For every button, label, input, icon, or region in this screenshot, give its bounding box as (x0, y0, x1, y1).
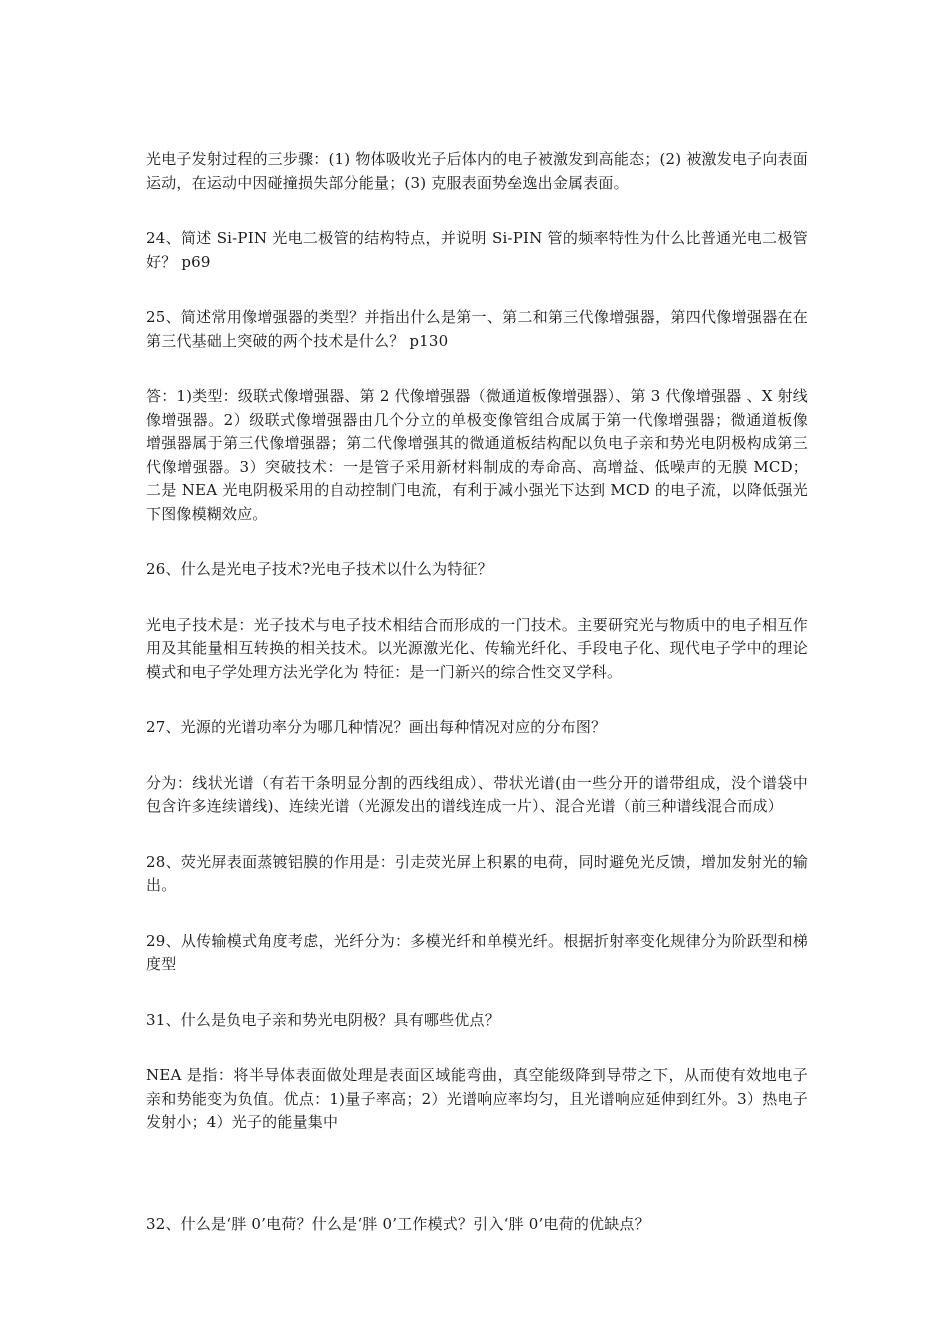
question-26: 26、什么是光电子技术?光电子技术以什么为特征？ (146, 560, 493, 578)
answer-26: 光电子技术是：光子技术与电子技术相结合而形成的一门技术。主要研究光与物质中的电子相互作用及其能量相互转换的相关技术。以光源激光化、传输光纤化、手段电子化、现代电子学中的理论模式和电子学处理方法光学化为 特征：是一门新兴的综合性交叉学科。 (146, 615, 808, 681)
answer-27: 分为：线状光谱（有若干条明显分割的西线组成）、带状光谱(由一些分开的谱带组成，没个谱袋中包含许多连续谱线)、连续光谱（光源发出的谱线连成一片）、混合光谱（前三种谱线混合而成） (146, 773, 808, 815)
question-24: 24、简述 Si-PIN 光电二极管的结构特点，并说明 Si-PIN 管的频率特性为什么比普通光电二极管好？ p69 (146, 229, 808, 271)
paragraph-photoemission-steps: 光电子发射过程的三步骤：(1) 物体吸收光子后体内的电子被激发到高能态；(2) 被激发电子向表面运动，在运动中因碰撞损失部分能量；(3) 克服表面势垒逸出金属表面。 (146, 150, 808, 192)
answer-25: 答：1)类型：级联式像增强器、第 2 代像增强器（微通道板像增强器）、第 3 代像增强器 、X 射线像增强器。2）级联式像增强器由几个分立的单极变像管组合成属于第一代像增强器；微通道板像增强器属于第三代像增强器；第二代像增强其的微通道板结构配以负电子亲和势光电阴极构成第三代像增强器。3）突破技术：一是管子采用新材料制成的寿命高、高增益、低噪声的无膜 MCD；二是 NEA 光电阴极采用的自动控制门电流，有利于减小强光下达到 MCD 的电子流，以降低强光下图像模糊效应。 (146, 387, 808, 523)
statement-29: 29、从传输模式角度考虑，光纤分为：多模光纤和单模光纤。根据折射率变化规律分为阶跃型和梯度型 (146, 931, 808, 973)
question-31: 31、什么是负电子亲和势光电阴极？具有哪些优点？ (146, 1010, 500, 1029)
question-27: 27、光源的光谱功率分为哪几种情况？画出每种情况对应的分布图？ (146, 718, 607, 736)
document-body (146, 148, 808, 1236)
question-32: 32、什么是‘胖 0’电荷？什么是‘胖 0’工作模式？引入‘胖 0’电荷的优缺点？ (146, 1214, 650, 1233)
statement-28: 28、荧光屏表面蒸镀铝膜的作用是：引走荧光屏上积累的电荷，同时避免光反馈，增加发射光的输出。 (146, 852, 808, 894)
answer-31: NEA 是指：将半导体表面做处理是表面区域能弯曲，真空能级降到导带之下，从而使有效地电子亲和势能变为负值。优点：1)量子率高；2）光谱响应率均匀，且光谱响应延伸到红外。3）热电子发射小；4）光子的能量集中 (146, 1066, 808, 1131)
question-25: 25、简述常用像增强器的类型？并指出什么是第一、第二和第三代像增强器，第四代像增强器在在第三代基础上突破的两个技术是什么？ p130 (146, 308, 808, 350)
